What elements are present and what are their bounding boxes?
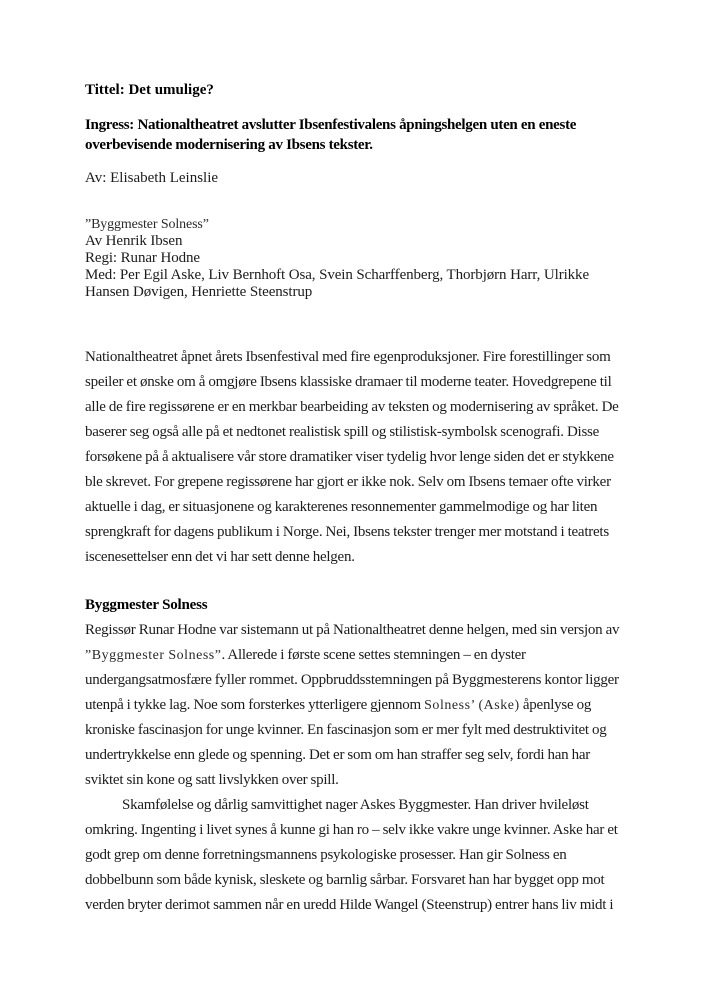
alt-font-text-segment: ”Byggmester Solness”: [85, 648, 222, 663]
production-credits: [85, 216, 622, 301]
body-paragraph: [85, 618, 622, 793]
body-paragraph: Skamfølelse og dårlig samvittighet nager Askes Byggmester. Han driver hvileløst omkring. Ingenting i livet synes å kunne gi han ro – selv ikke vakre unge kvinner. Aske har et godt grep om denne forretningsmannens psykologiske prosesser. Han gir Solness en dobbelbunn som både kynisk, sleskete og barnlig sårbar. Forsvaret han har bygget opp mot verden bryter derimot sammen når en uredd Hilde Wangel (Steenstrup) entrer hans liv midt i: [85, 797, 618, 913]
text-segment: . Allerede i første scene settes stemningen – en dyster undergangsatmosfære fyller rommet. Oppbruddsstemningen på Byggmesterens kontor ligger utenpå i tykke lag. Noe som forsterkes ytterligere gjennom: [85, 647, 619, 713]
alt-font-text-segment: Solness’ (Aske): [424, 698, 520, 713]
document-ingress: Ingress: Nationaltheatret avslutter Ibsenfestivalens åpningshelgen uten en eneste overbevisende modernisering av Ibsens tekster.: [85, 117, 577, 153]
production-playwright: Av Henrik Ibsen: [85, 233, 183, 249]
text-segment: Regissør Runar Hodne var sistemann ut på Nationaltheatret denne helgen, med sin versjon av: [85, 622, 620, 638]
author-byline: Av: Elisabeth Leinslie: [85, 170, 219, 186]
production-director: Regi: Runar Hodne: [85, 250, 200, 266]
production-play-title: ”Byggmester Solness”: [85, 217, 209, 232]
text-segment: åpenlyse og kroniske fascinasjon for unge kvinner. En fascinasjon som er mer fylt med destruktivitet og undertrykkelse enn glede og spenning. Det er som om han straffer seg selv, fordi han har sviktet sin kone og satt livslykken over spill.: [85, 697, 607, 788]
document-title: Tittel: Det umulige?: [85, 82, 214, 98]
lead-paragraph: Nationaltheatret åpnet årets Ibsenfestival med fire egenproduksjoner. Fire forestillinger som speiler et ønske om å omgjøre Ibsens klassiske dramaer til moderne teater. Hovedgrepene til alle de fire regissørene er en merkbar bearbeiding av teksten og modernisering av språket. De baserer seg også alle på et nedtonet realistisk spill og stilistisk-symbolsk scenografi. Disse forsøkene på å aktualisere vår store dramatiker viser tydelig hvor lenge siden det er stykkene ble skrevet. For grepene regissørene har gjort er ikke nok. Selv om Ibsens temaer ofte virker aktuelle i dag, er situasjonene og karakterenes resonnementer gammelmodige og har liten sprengkraft for dagens publikum i Norge. Nei, Ibsens tekster trenger mer motstand i teatrets iscenesettelser enn det vi har sett denne helgen.: [85, 349, 619, 565]
production-cast: Med: Per Egil Aske, Liv Bernhoft Osa, Svein Scharffenberg, Thorbjørn Harr, Ulrikke Hansen Døvigen, Henriette Steenstrup: [85, 267, 590, 300]
section-heading: Byggmester Solness: [85, 597, 208, 613]
